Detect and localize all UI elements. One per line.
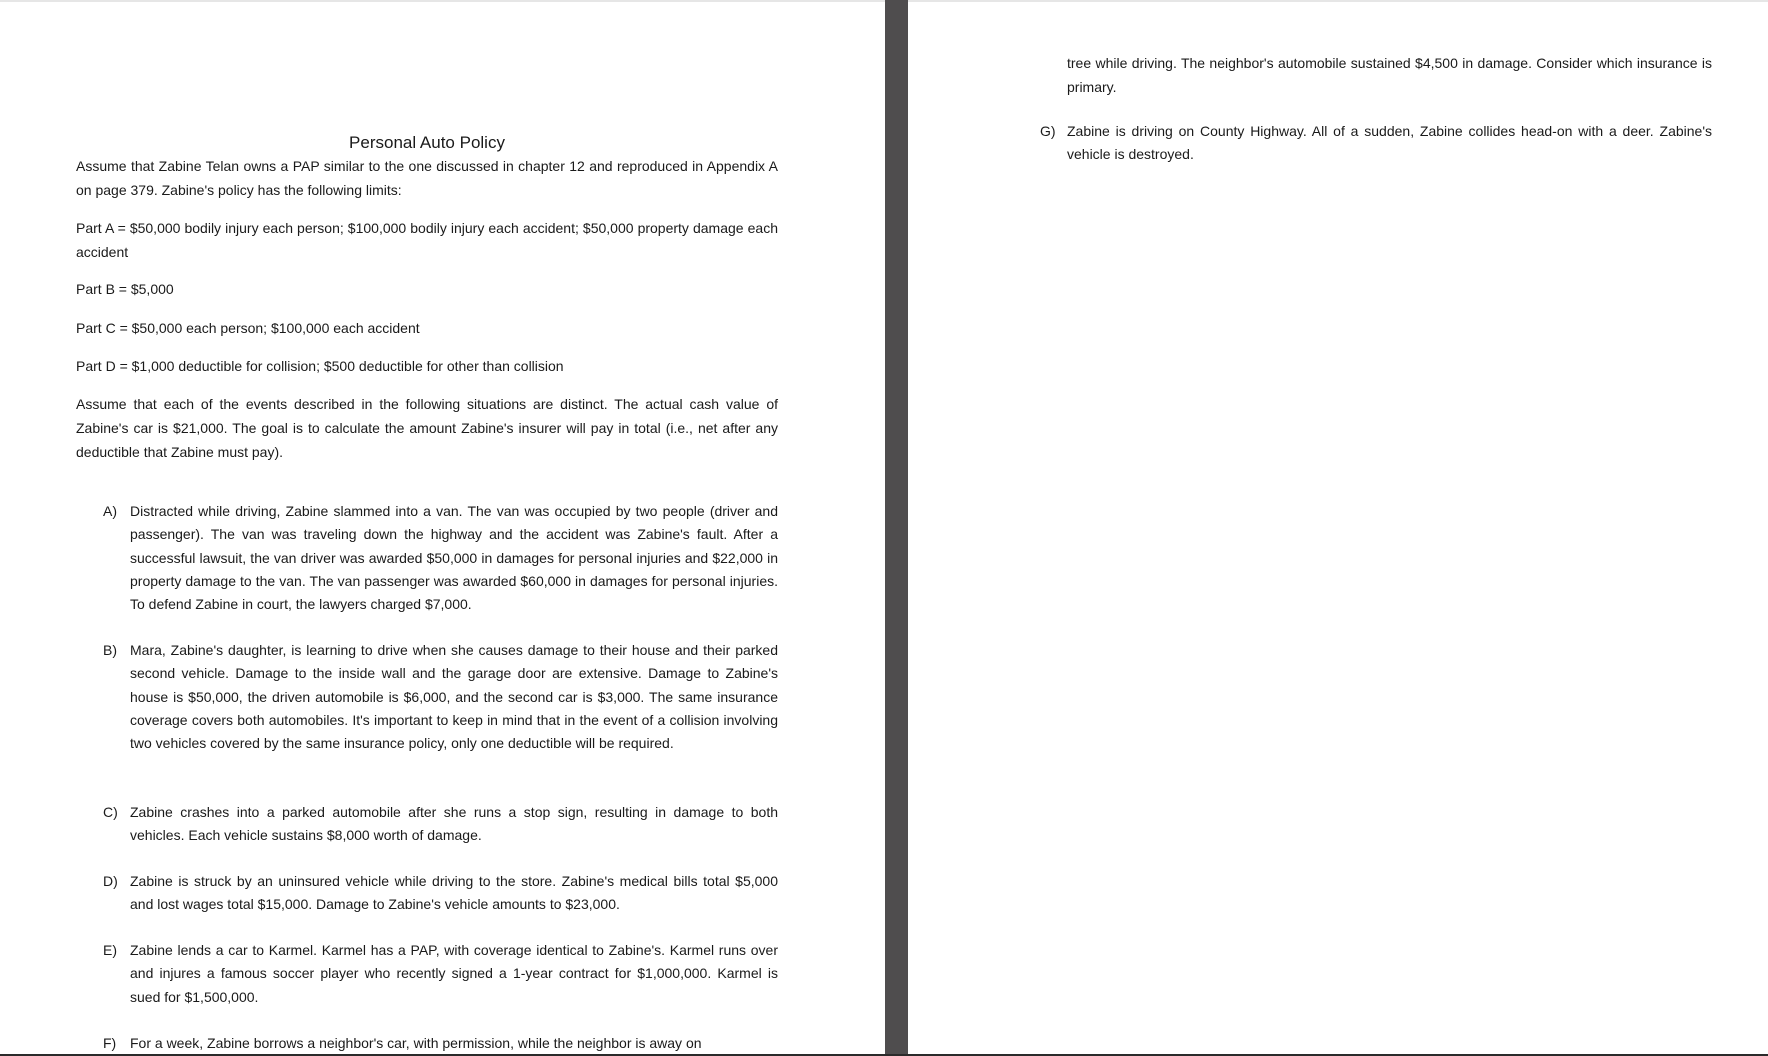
page-separator [885, 0, 908, 1056]
question-letter: G) [1040, 123, 1056, 139]
document-title: Personal Auto Policy [349, 133, 505, 152]
question-f [103, 1032, 778, 1055]
question-d [103, 870, 778, 917]
question-text: For a week, Zabine borrows a neighbor's car, with permission, while the neighbor is away on [130, 1035, 702, 1051]
intro-paragraph: Assume that Zabine Telan owns a PAP similar to the one discussed in chapter 12 and reproduced in Appendix A on page 379. Zabine's policy has the following limits: [76, 158, 778, 198]
question-b [103, 639, 778, 755]
question-text: Mara, Zabine's daughter, is learning to drive when she causes damage to their house and their parked second vehicle. Damage to the inside wall and the garage door are extensive. Damage to Zabine's house is $50,000, the driven automobile is $6,000, and the second car is $3,000. The same insurance coverage covers both automobiles. It's important to keep in mind that in the event of a collision involving two vehicles covered by the same insurance policy, only one deductible will be required. [130, 642, 778, 752]
question-letter: F) [103, 1035, 117, 1051]
question-text: Zabine crashes into a parked automobile after she runs a stop sign, resulting in damage to both vehicles. Each vehicle sustains $8,000 worth of damage. [130, 804, 778, 844]
limit-part-d: Part D = $1,000 deductible for collision; $500 deductible for other than collision [76, 358, 564, 374]
question-letter: D) [103, 873, 118, 889]
limit-part-a: Part A = $50,000 bodily injury each person; $100,000 bodily injury each accident; $50,000 property damage each accident [76, 220, 778, 260]
question-f-continuation: tree while driving. The neighbor's automobile sustained $4,500 in damage. Consider which insurance is primary. [1067, 55, 1712, 95]
limit-part-c: Part C = $50,000 each person; $100,000 each accident [76, 320, 420, 336]
question-letter: C) [103, 804, 118, 820]
question-text: Zabine lends a car to Karmel. Karmel has a PAP, with coverage identical to Zabine's. Karmel runs over and injures a famous soccer player who recently signed a 1-year contract for $1,000,000. Karmel is sued for $1,500,000. [130, 942, 778, 1005]
question-text: Zabine is driving on County Highway. All of a sudden, Zabine collides head-on with a deer. Zabine's vehicle is destroyed. [1067, 123, 1712, 163]
question-text: Distracted while driving, Zabine slammed into a van. The van was occupied by two people (driver and passenger). The van was traveling down the highway and the accident was Zabine's fault. After a successful lawsuit, the van driver was awarded $50,000 in damages for personal injuries and $22,000 in property damage to the van. The van passenger was awarded $60,000 in damages for personal injuries. To defend Zabine in court, the lawyers charged $7,000. [130, 503, 778, 613]
question-text: Zabine is struck by an uninsured vehicle while driving to the store. Zabine's medical bills total $5,000 and lost wages total $15,000. Damage to Zabine's vehicle amounts to $23,000. [130, 873, 778, 913]
document-page-right [908, 0, 1768, 1056]
assumption-paragraph: Assume that each of the events described in the following situations are distinct. The actual cash value of Zabine's car is $21,000. The goal is to calculate the amount Zabine's insurer will pay in total (i.e., net after any deductible that Zabine must pay). [76, 396, 778, 460]
question-letter: A) [103, 503, 117, 519]
limit-part-b: Part B = $5,000 [76, 281, 174, 297]
question-g [1040, 120, 1712, 167]
question-letter: E) [103, 942, 117, 958]
question-e [103, 939, 778, 1009]
question-c [103, 801, 778, 848]
question-letter: B) [103, 642, 117, 658]
question-a [103, 500, 778, 616]
